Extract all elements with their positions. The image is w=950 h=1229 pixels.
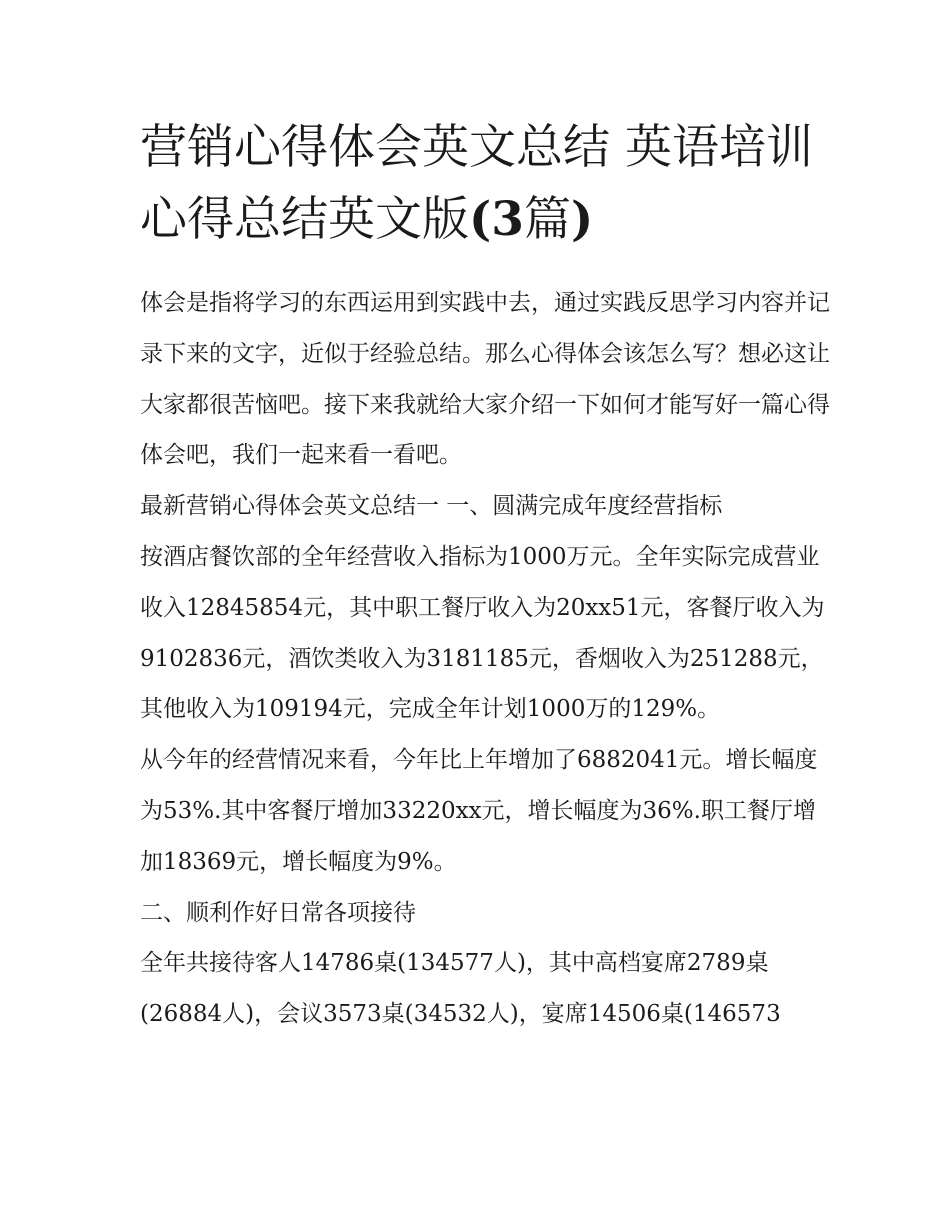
paragraph-section-heading: 最新营销心得体会英文总结一 一、圆满完成年度经营指标: [140, 493, 723, 520]
title-text: 营销心得体会英文总结 英语培训心得总结英文版: [140, 120, 813, 247]
title-count-open: (3: [469, 192, 524, 247]
document-body: [140, 278, 830, 1040]
paragraph-revenue: 按酒店餐饮部的全年经营收入指标为1000万元。全年实际完成营业收入12845854元，其中职工餐厅收入为20xx51元，客餐厅收入为9102836元，酒饮类收入为3181185元，香烟收入为251288元，其他收入为109194元，完成全年计划1000万的129%。: [140, 543, 825, 723]
document-title: [140, 112, 820, 256]
paragraph-growth: 从今年的经营情况来看，今年比上年增加了6882041元。增长幅度为53%.其中客餐厅增加33220xx元，增长幅度为36%.职工餐厅增加18369元，增长幅度为9%。: [140, 747, 818, 875]
paragraph-section-two-heading: 二、顺利作好日常各项接待: [140, 899, 416, 926]
paragraph-intro: 体会是指将学习的东西运用到实践中去，通过实践反思学习内容并记录下来的文字，近似于经验总结。那么心得体会该怎么写？想必这让大家都很苦恼吧。接下来我就给大家介绍一下如何才能写好一篇心得体会吧，我们一起来看一看吧。: [140, 290, 830, 469]
paragraph-reception: 全年共接待客人14786桌(134577人)，其中高档宴席2789桌(26884人)，会议3573桌(34532人)，宴席14506桌(146573: [140, 950, 781, 1028]
title-count-unit: 篇: [523, 192, 571, 247]
title-count-close: ): [570, 192, 594, 247]
